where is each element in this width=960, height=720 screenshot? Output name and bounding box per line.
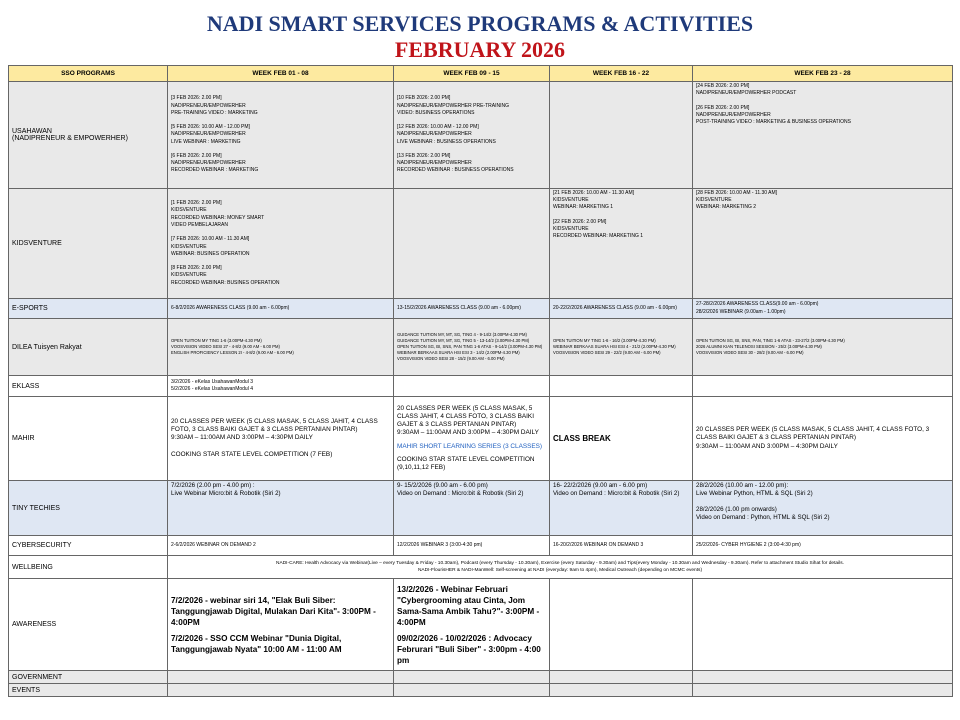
awareness-advocacy-text: 09/02/2026 - 10/02/2026 : Advocacy Februrari "Buli Siber" - 3:00pm - 4:00 pm [397,633,541,665]
table-row-awareness [9,579,953,671]
schedule-cell: 13-15/2/2026 AWARENESS CLASS (9.00 am - 6.00pm) [394,299,550,319]
schedule-cell: 20-22/2/2026 AWARENESS CLASS (9.00 am - 6.00pm) [550,299,693,319]
program-name: TINY TECHIES [9,481,168,536]
column-header: WEEK FEB 23 - 28 [693,66,953,82]
awareness-sso-webinar-text: 7/2/2026 - SSO CCM Webinar "Dunia Digital, Tanggungjawab Nyata" 10:00 AM - 11:00 AM [171,633,342,654]
schedule-cell [693,579,953,671]
schedule-cell: [3 FEB 2026: 2.00 PM] NADIPRENEUR/EMPOWERHER PRE-TRAINING VIDEO : MARKETING [5 FEB 2026: 10.00 AM - 12.00 PM] NADIPRENEUR/EMPOWERHER LIVE WEBINAR : MARKETING [6 FEB 2026: 2.00 PM] NADIPRENEUR/EMPOWERHER RECORDED WEBINAR : MARKETING [168,82,394,189]
table-row-cybersecurity [9,536,953,556]
schedule-cell: 20 CLASSES PER WEEK (5 CLASS MASAK, 5 CLASS JAHIT, 4 CLASS FOTO, 3 CLASS BAIKI GAJET & 3 CLASS PERTANIAN PINTAR) 9:30AM – 11:00AM AND 3:00PM – 4:30PM DAILY COOKING STAR STATE LEVEL COMPETITION (7 FEB) [168,397,394,481]
table-row-dilea [9,319,953,376]
schedule-cell: [28 FEB 2026: 10.00 AM - 11.30 AM] KIDSVENTURE WEBINAR: MARKETING 2 [693,189,953,299]
schedule-cell [550,376,693,397]
schedule-cell: 20 CLASSES PER WEEK (5 CLASS MASAK, 5 CLASS JAHIT, 4 CLASS FOTO, 3 CLASS BAIKI GAJET & 3 CLASS PERTANIAN PINTAR) 9:30AM – 11:00AM AND 3:00PM – 4:30PM DAILY [693,397,953,481]
schedule-cell: 3/2/2026 - eKelas UsahawanModul 3 5/2/2026 - eKelas UsahawanModul 4 [168,376,394,397]
awareness-webinar-text: 7/2/2026 - webinar siri 14, "Elak Buli Siber: Tanggungjawab Digital, Mulakan Dari Kita"- 3:00PM - 4:00PM [171,595,376,627]
column-header: WEEK FEB 09 - 15 [394,66,550,82]
schedule-cell [394,684,550,697]
table-row-wellbeing [9,556,953,579]
schedule-cell: [1 FEB 2026: 2.00 PM] KIDSVENTURE RECORDED WEBINAR: MONEY SMART VIDEO PEMBELAJARAN [7 FEB 2026: 10.00 AM - 11.30 AM] KIDSVENTURE WEBINAR: BUSINES OPERATION [8 FEB 2026: 2.00 PM] KIDSVENTURE RECORDED WEBINAR: BUSINES OPERATION [168,189,394,299]
awareness-feb-webinar-text: 13/2/2026 - Webinar Februari "Cybergrooming atau Cinta, Jom Sama-Sama Ambik Tahu?"- 3:00PM - 4:00PM [397,584,540,627]
table-row-usahawan [9,82,953,189]
program-name: CYBERSECURITY [9,536,168,556]
schedule-cell: OPEN TUITION MY TING 1-6 (3.00PM-4.30 PM) VOOSVISION VIDEO SESI 27 - 4-8/2 (9.00 AM - 6.00 PM) ENGLISH PROFICIENCY LESSON 2I - 4-8/2 (9.00 AM - 6.00 PM) [168,319,394,376]
schedule-cell: 2-6/2/2026 WEBINAR ON DEMAND 2 [168,536,394,556]
schedule-cell: 16- 22/2/2026 (9.00 am - 6.00 pm) Video on Demand : Micro:bit & Robotik (Siri 2) [550,481,693,536]
schedule-cell: 6-8/2/2026 AWARENESS CLASS (9.00 am - 6.00pm) [168,299,394,319]
schedule-table [8,65,953,697]
schedule-cell: OPEN TUITION SG, BI, SNS, PAN, TING 1-6 ATAS - 23-27/2 (3.00PM-4.30 PM) 2026 ALUMNI KIAN TELENOSI SESSION - 25/2 (3.00PM-4.30 PM) VOOSVISION VIDEO SESI 30 - 28/2 (9.00 AM - 6.00 PM) [693,319,953,376]
schedule-cell [394,579,550,671]
schedule-cell [693,684,953,697]
program-name: EKLASS [9,376,168,397]
program-name: WELLBEING [9,556,168,579]
schedule-cell [168,671,394,684]
schedule-cell [394,671,550,684]
page-subtitle-month: FEBRUARY 2026 [394,37,566,62]
table-row-mahir [9,397,953,481]
schedule-cell [693,671,953,684]
table-row-events [9,684,953,697]
table-row-tiny-techies [9,481,953,536]
mahir-competition-text: COOKING STAR STATE LEVEL COMPETITION (9,10,11,12 FEB) [397,455,535,471]
schedule-cell: 12/2/2026 WEBINAR 3 (3:00-4:30 pm) [394,536,550,556]
program-name: AWARENESS [9,579,168,671]
schedule-cell [168,579,394,671]
program-name: USAHAWAN (NADIPRENEUR & EMPOWERHER) [9,82,168,189]
schedule-cell [394,189,550,299]
schedule-cell: 16-20/2/2026 WEBINAR ON DEMAND 3 [550,536,693,556]
schedule-cell [693,376,953,397]
schedule-cell [168,684,394,697]
schedule-cell: 25/2/2026- CYBER HYGIENE 2 (3:00-4:30 pm) [693,536,953,556]
schedule-cell: 27-28/2/2026 AWARENESS CLASS(9.00 am - 6.00pm) 28/2/2026 WEBINAR (9.00am - 1.00pm) [693,299,953,319]
schedule-cell [550,579,693,671]
table-row-government [9,671,953,684]
schedule-cell [394,376,550,397]
table-row-kidsventure [9,189,953,299]
schedule-cell: OPEN TUITION MY TING 1-6 - 16/2 (3.00PM-4.30 PM) WEBINAR BERKAAS SUARA HSI ESI 4 - 21/2 (2.00PM-4.30 PM) VOOSVISION VIDEO SESI 29 - 22/2 (9.00 AM - 6.00 PM) [550,319,693,376]
program-name: EVENTS [9,684,168,697]
header-row [9,66,953,82]
program-name: MAHIR [9,397,168,481]
schedule-cell: 9- 15/2/2026 (9.00 am - 6.00 pm) Video on Demand : Micro:bit & Robotik (Siri 2) [394,481,550,536]
schedule-cell: [10 FEB 2026: 2.00 PM] NADIPRENEUR/EMPOWERHER PRE-TRAINING VIDEO: BUSINESS OPERATIONS [12 FEB 2026: 10.00 AM - 12.00 PM] NADIPRENEUR/EMPOWERHER LIVE WEBINAR : BUSINESS OPERATIONS [13 FEB 2026: 2.00 PM] NADIPRENEUR/EMPOWERHER RECORDED WEBINAR : BUSINESS OPERATIONS [394,82,550,189]
page-header [0,10,960,62]
schedule-cell [550,82,693,189]
schedule-cell: [21 FEB 2026: 10.00 AM - 11.30 AM] KIDSVENTURE WEBINAR: MARKETING 1 [22 FEB 2026: 2.00 PM] KIDSVENTURE RECORDED WEBINAR: MARKETING 1 [550,189,693,299]
schedule-cell: GUIDANCE TUITION MY, MT, SG, TING 4 - 9-14/2 (3.00PM-4.30 PM) GUIDANCE TUITION MY, MT, SG, TING 5 - 13-14/2 (3.00PM-4.30 PM) OPEN TUITION SG, BI, SNS, PAN TING 1-6 ATAS - 9-14/2 (3.00PM-4.30 PM) WEBINAR BERKAAS SUARA HSI ESI 3 - 14/2 (2.00PM-4.30 PM) VOOSVISION VIDEO SESI 28 - 15/2 (9.00 AM - 6.00 PM) [394,319,550,376]
program-name: KIDSVENTURE [9,189,168,299]
schedule-cell: CLASS BREAK [550,397,693,481]
program-name: DILEA Tuisyen Rakyat [9,319,168,376]
column-header: WEEK FEB 01 - 08 [168,66,394,82]
schedule-cell [394,397,550,481]
program-name: GOVERNMENT [9,671,168,684]
program-name: E-SPORTS [9,299,168,319]
page-title: NADI SMART SERVICES PROGRAMS & ACTIVITIES [206,11,754,36]
column-header: WEEK FEB 16 - 22 [550,66,693,82]
schedule-cell [550,671,693,684]
mahir-classes-text: 20 CLASSES PER WEEK (5 CLASS MASAK, 5 CLASS JAHIT, 4 CLASS FOTO, 3 CLASS BAIKI GAJET & 3 CLASS PERTANIAN PINTAR) 9:30AM – 11:00AM AND 3:00PM – 4:30PM DAILY [397,404,539,437]
table-row-eklass [9,376,953,397]
schedule-cell: [24 FEB 2026: 2.00 PM] NADIPRENEUR/EMPOWERHER PODCAST [26 FEB 2026: 2.00 PM] NADIPRENEUR/EMPOWERHER POST-TRAINING VIDEO : MARKETING & BUSINESS OPERATIONS [693,82,953,189]
wellbeing-cell: NADI-CARE: Health Advocacy via Webinar(Live – every Tuesday & Friday - 10.30am), Podcast (every Thursday - 10.30am), Exercise (every Saturday - 9.30am) and Tips(every Monday - 10.30am and Wednesday - 9.30am). Refer to attachment Studio Sihat for details. NADI-FlourisHER & NADI-ManWell: Self-screening at NADI (everyday: 9am to 4pm), Medical Outreach (depending on MCMC events) [168,556,953,579]
schedule-cell: 7/2/2026 (2.00 pm - 4.00 pm) : Live Webinar Micro:bit & Robotik (Siri 2) [168,481,394,536]
schedule-cell [550,684,693,697]
mahir-short-series-text: MAHIR SHORT LEARNING SERIES (3 CLASSES) [397,442,543,450]
table-row-esports [9,299,953,319]
schedule-cell: 28/2/2026 (10.00 am - 12.00 pm): Live Webinar Python, HTML & SQL (Siri 2) 28/2/2026 (1.00 pm onwards) Video on Demand : Python, HTML & SQL (Siri 2) [693,481,953,536]
column-header: SSO PROGRAMS [9,66,168,82]
